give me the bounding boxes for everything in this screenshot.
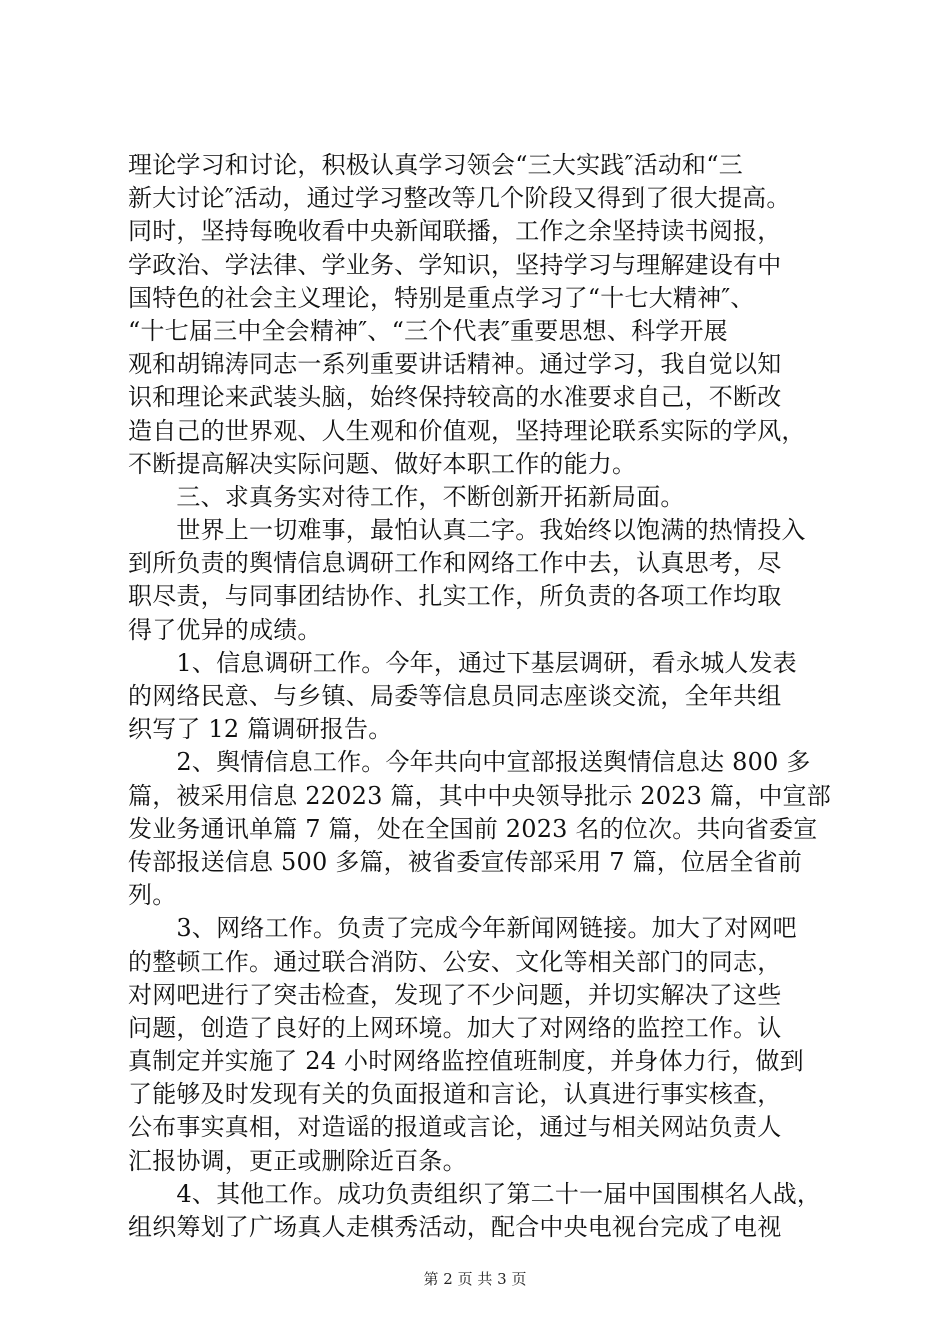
text-line: 造自己的世界观、人生观和价值观，坚持理论联系实际的学风， <box>128 416 806 445</box>
text-line: 列。 <box>128 881 177 910</box>
text-line: 织写了 12 篇调研报告。 <box>128 715 393 744</box>
text-line: 发业务通讯单篇 7 篇，处在全国前 2023 名的位次。共向省委宣 <box>128 814 818 843</box>
text-line: “十七届三中全会精神″、“三个代表″重要思想、科学开展 <box>128 316 728 345</box>
text-line: 世界上一切难事，最怕认真二字。我始终以饱满的热情投入 <box>128 516 806 545</box>
section-heading: 三、求真务实对待工作，不断创新开拓新局面。 <box>128 482 685 511</box>
document-body <box>128 149 848 1244</box>
text-line: 4、其他工作。成功负责组织了第二十一届中国围棋名人战， <box>128 1179 822 1208</box>
text-line: 不断提高解决实际问题、做好本职工作的能力。 <box>128 449 637 478</box>
text-line: 了能够及时发现有关的负面报道和言论，认真进行事实核查， <box>128 1080 782 1109</box>
text-line: 组织筹划了广场真人走棋秀活动，配合中央电视台完成了电视 <box>128 1213 782 1241</box>
text-line: 真制定并实施了 24 小时网络监控值班制度，并身体力行，做到 <box>128 1047 804 1076</box>
text-line: 理论学习和讨论，积极认真学习领会“三大实践″活动和“三 <box>128 151 743 179</box>
text-line: 职尽责，与同事团结协作、扎实工作，所负责的各项工作均取 <box>128 582 782 611</box>
text-line: 2、舆情信息工作。今年共向中宣部报送舆情信息达 800 多 <box>128 748 811 777</box>
text-line: 的网络民意、与乡镇、局委等信息员同志座谈交流，全年共组 <box>128 682 782 710</box>
text-line: 学政治、学法律、学业务、学知识，坚持学习与理解建设有中 <box>128 250 782 279</box>
text-line: 新大讨论″活动，通过学习整改等几个阶段又得到了很大提高。 <box>128 184 791 213</box>
text-line: 公布事实真相，对造谣的报道或言论，通过与相关网站负责人 <box>128 1113 782 1142</box>
text-line: 到所负责的舆情信息调研工作和网络工作中去，认真思考，尽 <box>128 549 782 578</box>
text-line: 同时，坚持每晚收看中央新闻联播，工作之余坚持读书阅报， <box>128 217 782 246</box>
page-number-footer: 第 2 页 共 3 页 <box>423 1270 527 1288</box>
text-line: 国特色的社会主义理论，特别是重点学习了“十七大精神″、 <box>128 283 755 312</box>
text-line: 得了优异的成绩。 <box>128 615 322 644</box>
text-line: 问题，创造了良好的上网环境。加大了对网络的监控工作。认 <box>128 1013 782 1042</box>
text-line: 的整顿工作。通过联合消防、公安、文化等相关部门的同志， <box>128 947 782 976</box>
text-line: 对网吧进行了突击检查，发现了不少问题，并切实解决了这些 <box>128 980 782 1009</box>
text-line: 汇报协调，更正或删除近百条。 <box>128 1146 467 1175</box>
text-line: 传部报送信息 500 多篇，被省委宣传部采用 7 篇，位居全省前 <box>128 847 802 876</box>
text-line: 篇，被采用信息 22023 篇，其中中央领导批示 2023 篇，中宣部 <box>128 781 831 810</box>
text-line: 观和胡锦涛同志一系列重要讲话精神。通过学习，我自觉以知 <box>128 350 782 379</box>
text-line: 3、网络工作。负责了完成今年新闻网链接。加大了对网吧 <box>128 914 797 943</box>
text-line: 1、信息调研工作。今年，通过下基层调研，看永城人发表 <box>128 648 797 677</box>
text-line: 识和理论来武装头脑，始终保持较高的水准要求自己，不断改 <box>128 383 782 412</box>
